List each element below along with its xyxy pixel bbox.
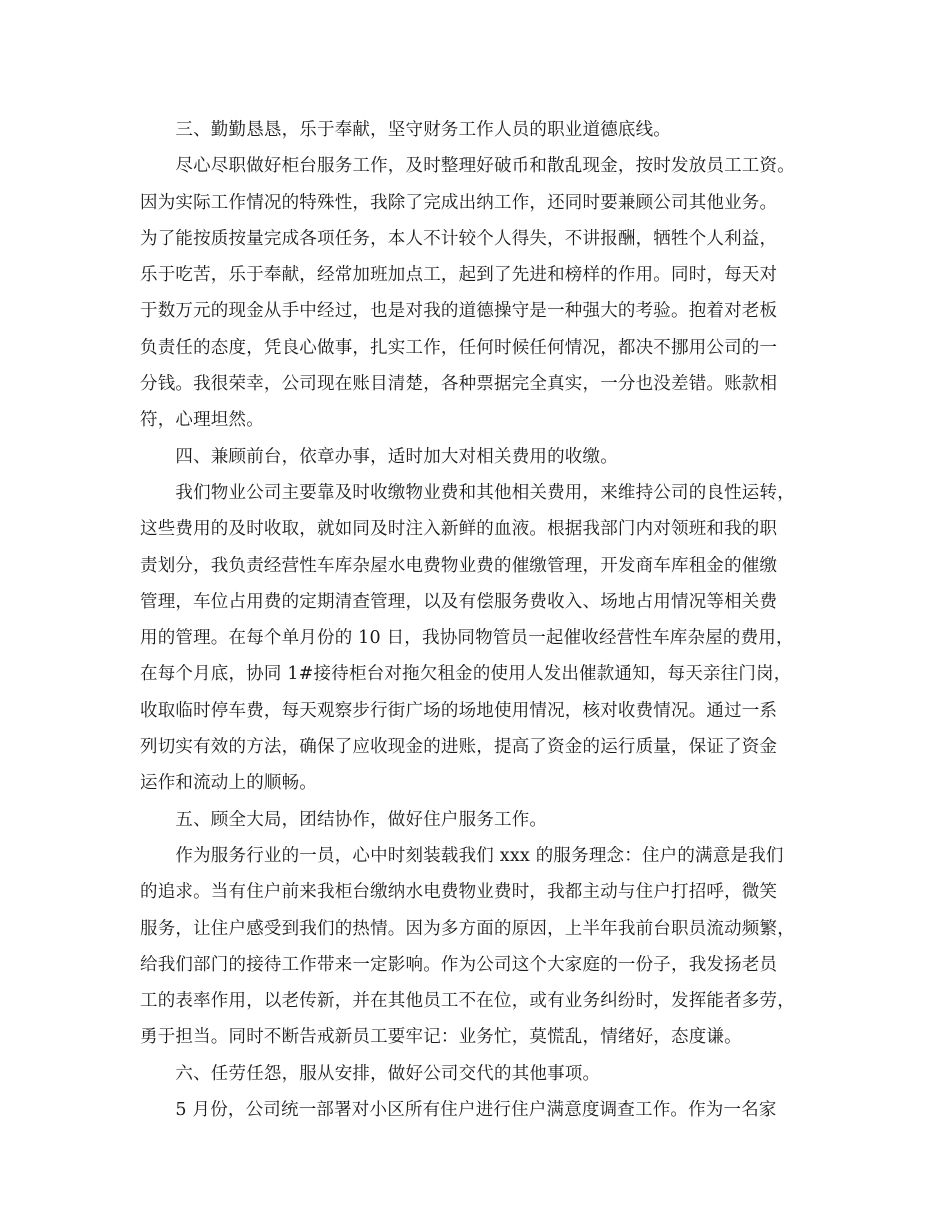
text-line: 在每个月底，协同 1#接待柜台对拖欠租金的使用人发出催款通知，每天亲往门岗， [140, 664, 792, 685]
text-line: 乐于吃苦，乐于奉献，经常加班加点工，起到了先进和榜样的作用。同时，每天对 [140, 265, 778, 286]
text-line: 我们物业公司主要靠及时收缴物业费和其他相关费用，来维持公司的良性运转， [140, 482, 795, 503]
text-line: 六、任劳任怨，服从安排，做好公司交代的其他事项。 [140, 1063, 601, 1084]
text-line: 为了能按质按量完成各项任务，本人不计较个人得失，不讲报酬，牺牲个人利益， [140, 228, 778, 249]
text-line: 用的管理。在每个单月份的 10 日，我协同物管员一起催收经营性车库杂屋的费用， [140, 628, 794, 649]
text-line: 于数万元的现金从手中经过，也是对我的道德操守是一种强大的考验。抱着对老板 [140, 301, 778, 322]
text-line: 分钱。我很荣幸，公司现在账目清楚，各种票据完全真实，一分也没差错。账款相 [140, 374, 778, 395]
text-line: 四、兼顾前台，依章办事，适时加大对相关费用的收缴。 [140, 446, 618, 467]
text-line: 管理，车位占用费的定期清查管理，以及有偿服务费收入、场地占用情况等相关费 [140, 591, 778, 612]
text-line: 尽心尽职做好柜台服务工作，及时整理好破币和散乱现金，按时发放员工工资。 [140, 156, 795, 177]
text-line: 收取临时停车费，每天观察步行街广场的场地使用情况，核对收费情况。通过一系 [140, 700, 778, 721]
text-line: 负责任的态度，凭良心做事，扎实工作，任何时候任何情况，都决不挪用公司的一 [140, 337, 778, 358]
text-line: 勇于担当。同时不断告戒新员工要牢记：业务忙，莫慌乱，情绪好，态度谦。 [140, 1027, 742, 1048]
text-line: 符，心理坦然。 [140, 410, 264, 431]
text-line: 五、顾全大局，团结协作，做好住户服务工作。 [140, 809, 548, 830]
text-line: 给我们部门的接待工作带来一定影响。作为公司这个大家庭的一份子，我发扬老员 [140, 954, 778, 975]
text-line: 服务，让住户感受到我们的热情。因为多方面的原因，上半年我前台职员流动频繁， [140, 918, 795, 939]
text-line: 三、勤勤恳恳，乐于奉献，坚守财务工作人员的职业道德底线。 [140, 120, 671, 140]
text-line: 工的表率作用，以老传新，并在其他员工不在位，或有业务纠纷时，发挥能者多劳， [140, 991, 795, 1012]
text-line: 5 月份，公司统一部署对小区所有住户进行住户满意度调查工作。作为一名家 [140, 1100, 777, 1121]
text-line: 列切实有效的方法，确保了应收现金的进账，提高了资金的运行质量，保证了资金 [140, 737, 778, 758]
text-line: 这些费用的及时收取，就如同及时注入新鲜的血液。根据我部门内对领班和我的职 [140, 519, 778, 540]
document-body [140, 112, 830, 1128]
text-line: 作为服务行业的一员，心中时刻装载我们 xxx 的服务理念：住户的满意是我们 [140, 845, 784, 866]
text-line: 运作和流动上的顺畅。 [140, 773, 317, 794]
text-line: 责划分，我负责经营性车库杂屋水电费物业费的催缴管理，开发商车库租金的催缴 [140, 555, 778, 576]
text-line: 的追求。当有住户前来我柜台缴纳水电费物业费时，我都主动与住户打招呼，微笑 [140, 882, 778, 903]
text-line: 因为实际工作情况的特殊性，我除了完成出纳工作，还同时要兼顾公司其他业务。 [140, 192, 778, 213]
